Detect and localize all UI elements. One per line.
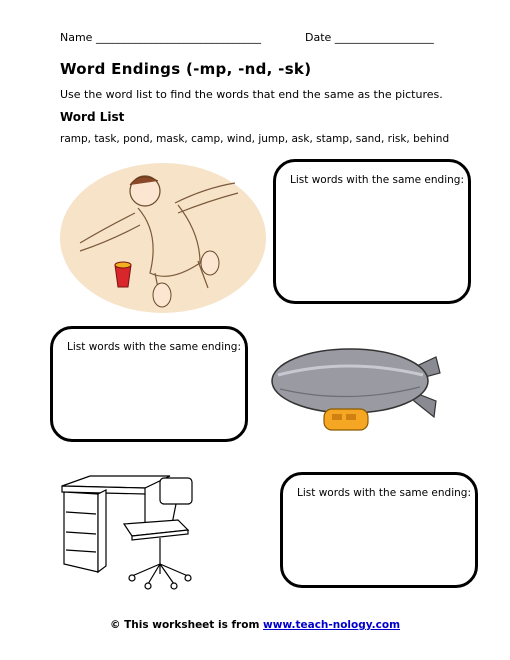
blimp-icon (268, 335, 444, 433)
answer-box-3-label: List words with the same ending: (297, 487, 471, 499)
answer-box-1[interactable] (273, 159, 471, 304)
instructions: Use the word list to find the words that end the same as the pictures. (60, 88, 443, 101)
date-field-label: Date __________________ (305, 31, 434, 44)
answer-box-1-label: List words with the same ending: (290, 174, 464, 186)
worksheet-title: Word Endings (-mp, -nd, -sk) (60, 60, 312, 78)
answer-box-3[interactable] (280, 472, 478, 588)
answer-box-2[interactable] (50, 326, 248, 442)
footer-prefix: © This worksheet is from (109, 619, 264, 631)
desk-and-chair-icon (60, 472, 200, 592)
word-list-heading: Word List (60, 110, 125, 124)
answer-box-2-label: List words with the same ending: (67, 341, 241, 353)
name-field-label: Name ______________________________ (60, 31, 261, 44)
footer-link[interactable]: www.teach-nology.com (263, 619, 401, 631)
footer-credit (0, 619, 510, 631)
child-in-sand-icon (60, 163, 266, 313)
word-list: ramp, task, pond, mask, camp, wind, jump, ask, stamp, sand, risk, behind (60, 133, 450, 145)
